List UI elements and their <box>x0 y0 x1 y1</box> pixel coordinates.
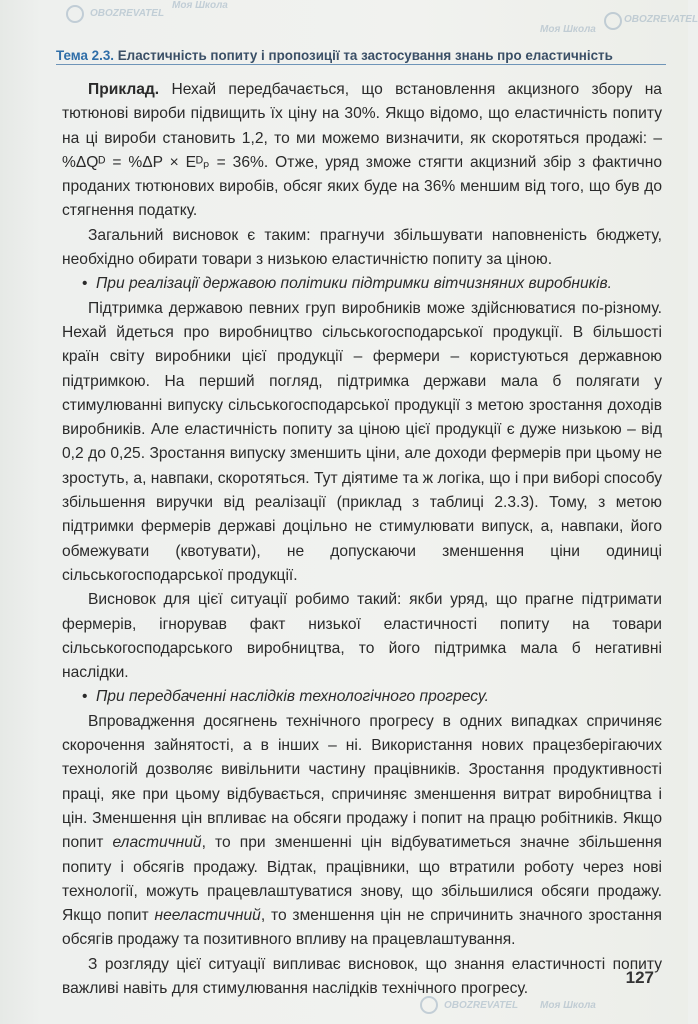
watermark-school: Моя Школа <box>172 0 228 11</box>
topic-header <box>56 48 666 65</box>
example-label: Приклад. <box>88 81 160 98</box>
watermark-logo-icon <box>66 5 84 23</box>
bullet-item-progress <box>62 685 662 709</box>
farmers-conclusion-paragraph: Висновок для цієї ситуації робимо такий: якби уряд, що прагне підтримати фермерів, ігнорував факт низької еластичності попиту на товари сільськогосподарського виробництва, то його підтримка мала б негативні наслідки. <box>62 591 662 682</box>
example-paragraph <box>62 78 662 224</box>
final-conclusion-paragraph: З розгляду цієї ситуації випливає висновок, що знання еластичності попиту важливі навіть для стимулювання наслідків технічного прогресу. <box>62 955 662 997</box>
term-elastic: еластичний <box>112 834 202 852</box>
page-number: 127 <box>625 968 654 987</box>
bullet-text: При передбаченні наслідків технологічного прогресу. <box>96 688 489 706</box>
progress-paragraph <box>62 710 662 953</box>
progress-text-c: , то зменшення цін не спричинить значного зростання обсягів продажу та позитивного впливу на працевлаштування. <box>62 907 662 949</box>
watermark-school: Моя Школа <box>540 1000 596 1011</box>
bullet-text: При реалізації державою політики підтримки вітчизняних виробників. <box>96 275 612 293</box>
bullet-icon: • <box>82 275 88 293</box>
topic-title: Еластичність попиту і пропозиції та застосування знань про еластичність <box>117 48 613 63</box>
watermark-brand: OBOZREVATEL <box>90 8 165 19</box>
page-body <box>62 78 662 1001</box>
progress-text-a: Впровадження досягнень технічного прогресу в одних випадках спричиняє скорочення зайнятості, а в інших – ні. Використання нових працезберігаючих технологій дозволяє вивільнити частину працівників. Зростання продуктивності праці, яке при цьому відбувається, спричиняє зменшення витрат виробництва і цін. Зменшення цін впливає на обсяги продажу і попит на працю робітників. Якщо попит <box>62 712 662 852</box>
watermark-brand: OBOZREVATEL <box>624 14 698 25</box>
farmers-paragraph: Підтримка державою певних груп виробників може здійснюватися по-різному. Нехай йдеться про виробництво сільськогосподарської продукції. В більшості країн світу виробники цієї продукції – фермери – користуються державною підтримкою. На перший погляд, підтримка держави мала б полягати у стимулюванні випуску сільськогосподарської продукції з метою зростання доходів виробників. Але еластичність попиту за ціною цієї продукції є дуже низькою – від 0,2 до 0,25. Зростання випуску зменшить ціни, але доходи фермерів при цьому не зростуть, а, навпаки, скоротяться. Тут діятиме та ж логіка, що і при виборі способу збільшення виручки від реалізації (приклад з таблиці 2.3.3). Тому, з метою підтримки фермерів державі доцільно не стимулювати випуск, а, навпаки, його обмежувати (квотувати), не допускаючи зменшення ціни одиниці сільськогосподарської продукції. <box>62 299 662 584</box>
example-text: Нехай передбачається, що встановлення акцизного збору на тютюнові вироби підвищить їх ціну на 30%. Якщо відомо, що еластичність попиту на ці вироби становить 1,2, то ми можемо визначити, як скоротяться продажі: –%ΔQᴰ = %ΔP × Eᴰₚ = 36%. Отже, уряд зможе стягти акцизний збір з фактично проданих тютюнових виробів, обсяг яких буде на 36% меншим від того, що був до стягнення податку. <box>62 81 662 220</box>
watermark-brand: OBOZREVATEL <box>444 1000 519 1011</box>
watermark-logo-icon <box>604 12 622 30</box>
topic-number: Тема 2.3. <box>56 48 115 63</box>
bullet-icon: • <box>82 688 88 706</box>
term-inelastic: нееластичний <box>154 907 261 925</box>
conclusion-paragraph: Загальний висновок є таким: прагнучи збільшувати наповненість бюджету, необхідно обирати товари з низькою еластичністю попиту за ціною. <box>62 226 662 269</box>
bullet-item-support <box>62 272 662 296</box>
progress-text-b: , то при зменшенні цін відбуватиметься значне збільшення попиту і обсягів продажу. Відтак, працівники, що втратили роботу через нові технології, можуть працевлаштуватися знову, що збільшилися обсяги продажу. Якщо попит <box>62 834 662 925</box>
watermark-school: Моя Школа <box>540 24 596 35</box>
